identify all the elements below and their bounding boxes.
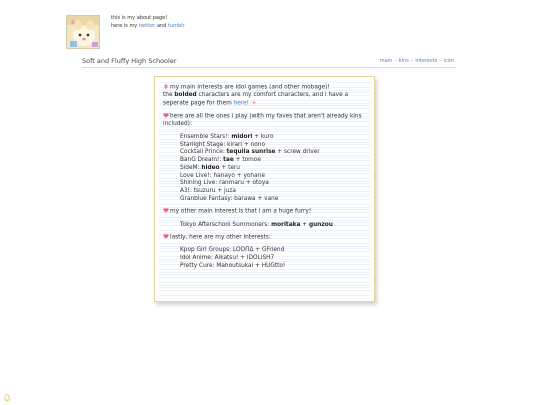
game-label: Granblue Fantasy: barawa + vane — [180, 195, 279, 202]
furry-list — [163, 222, 368, 230]
intro-text-3: seperate page for them — [163, 100, 234, 107]
list-item — [180, 196, 368, 204]
game-label: Starlight Stage: kirari + nono — [180, 141, 266, 148]
nav-icon-link[interactable]: icon — [443, 58, 454, 64]
list-item — [180, 142, 368, 150]
nav-separator: – — [439, 58, 442, 64]
intro-line-3 — [163, 100, 368, 108]
game-rest: + tomoe — [233, 157, 261, 164]
list-item — [180, 180, 368, 188]
furry-heading — [163, 208, 368, 216]
other-heading — [163, 234, 368, 242]
intro-text-1: my main interests are idol games (and other mobage)! — [170, 84, 330, 91]
nav-kins-link[interactable]: kins — [398, 58, 409, 64]
intro-line-1 — [163, 84, 368, 92]
plus-separator: + — [300, 221, 309, 228]
game-label: Ensemble Stars!: — [180, 134, 232, 141]
other-heading-text: lastly, here are my other interests: — [170, 234, 271, 241]
pink-sparkle-icon — [251, 100, 257, 105]
bell-icon[interactable] — [4, 394, 10, 402]
about-prefix: here is my — [111, 22, 139, 29]
intro-line-2 — [163, 92, 368, 100]
site-title: Soft and Fluffy High Schooler — [82, 57, 177, 65]
list-item: Idol Anime: Aikatsu! + IDOLiSH7 — [180, 255, 275, 262]
nav-main-link[interactable]: main — [379, 58, 393, 64]
about-text — [111, 15, 185, 30]
list-item — [180, 165, 368, 173]
about-and: and — [155, 22, 168, 29]
about-line-1: this is my about page! — [111, 15, 168, 21]
list-item — [180, 157, 368, 165]
comfort-character: tequila sunrise — [226, 149, 276, 156]
pink-heart-icon — [163, 234, 169, 239]
comfort-page-link[interactable]: here! — [233, 100, 249, 107]
list-item — [180, 222, 368, 230]
furry-heading-text: my other main interest is that i am a huge furry! — [170, 208, 312, 215]
avatar-image — [67, 16, 100, 49]
list-item: Kpop Girl Groups: LOOΠΔ + GFriend — [180, 247, 285, 254]
list-item — [180, 173, 368, 181]
game-label: BanG Dream!: — [180, 157, 224, 164]
intro-text-2b: characters are my comfort characters, and i have a — [196, 92, 349, 99]
about-line-2 — [111, 23, 185, 31]
nav-separator: – — [410, 58, 414, 64]
games-heading-text: here are all the ones i play (with my faves that aren't already kins included): — [163, 113, 362, 128]
furry-game-label: Tokyo Afterschool Summoners: — [180, 221, 272, 228]
interests-card — [154, 76, 375, 302]
game-rest: + teru — [219, 164, 240, 171]
pink-heart-icon — [163, 208, 169, 213]
intro-text-2a: the — [163, 92, 175, 99]
tumblr-link[interactable]: tumblr — [167, 22, 185, 29]
list-item — [180, 188, 368, 196]
games-list — [163, 134, 368, 203]
nav-interests-link[interactable]: interests — [415, 58, 438, 64]
game-label: A3!: tsuzuru + juza — [180, 187, 236, 194]
nav-menu — [380, 58, 454, 64]
list-item: Pretty Cure: Mahoutsukai + HUGtto! — [180, 262, 286, 269]
nav-separator: – — [394, 58, 397, 64]
game-label: Cocktail Prince: — [180, 149, 227, 156]
list-item — [180, 134, 368, 142]
pink-pin-icon — [163, 84, 169, 89]
comfort-character: midori — [231, 134, 253, 141]
comfort-character: moritaka — [271, 221, 301, 228]
intro-bolded-word: bolded — [174, 92, 197, 99]
comfort-character: gunzou — [308, 221, 333, 228]
comfort-character: hideo — [201, 164, 220, 171]
game-rest: + kuro — [252, 134, 274, 141]
list-item — [180, 149, 368, 157]
games-heading — [163, 113, 368, 129]
twitter-link[interactable]: twitter — [138, 22, 156, 29]
interests-content — [159, 80, 370, 271]
game-label: Shining Live: ranmaru + otoya — [180, 180, 269, 187]
other-list — [163, 247, 368, 270]
comfort-character: tae — [223, 157, 234, 164]
game-rest: + screw driver — [275, 149, 320, 156]
avatar — [66, 15, 100, 49]
game-label: SideM: — [180, 164, 202, 171]
pink-heart-icon — [163, 113, 169, 118]
game-label: Love Live!: hanayo + yohane — [180, 172, 265, 179]
header-divider — [82, 67, 456, 68]
